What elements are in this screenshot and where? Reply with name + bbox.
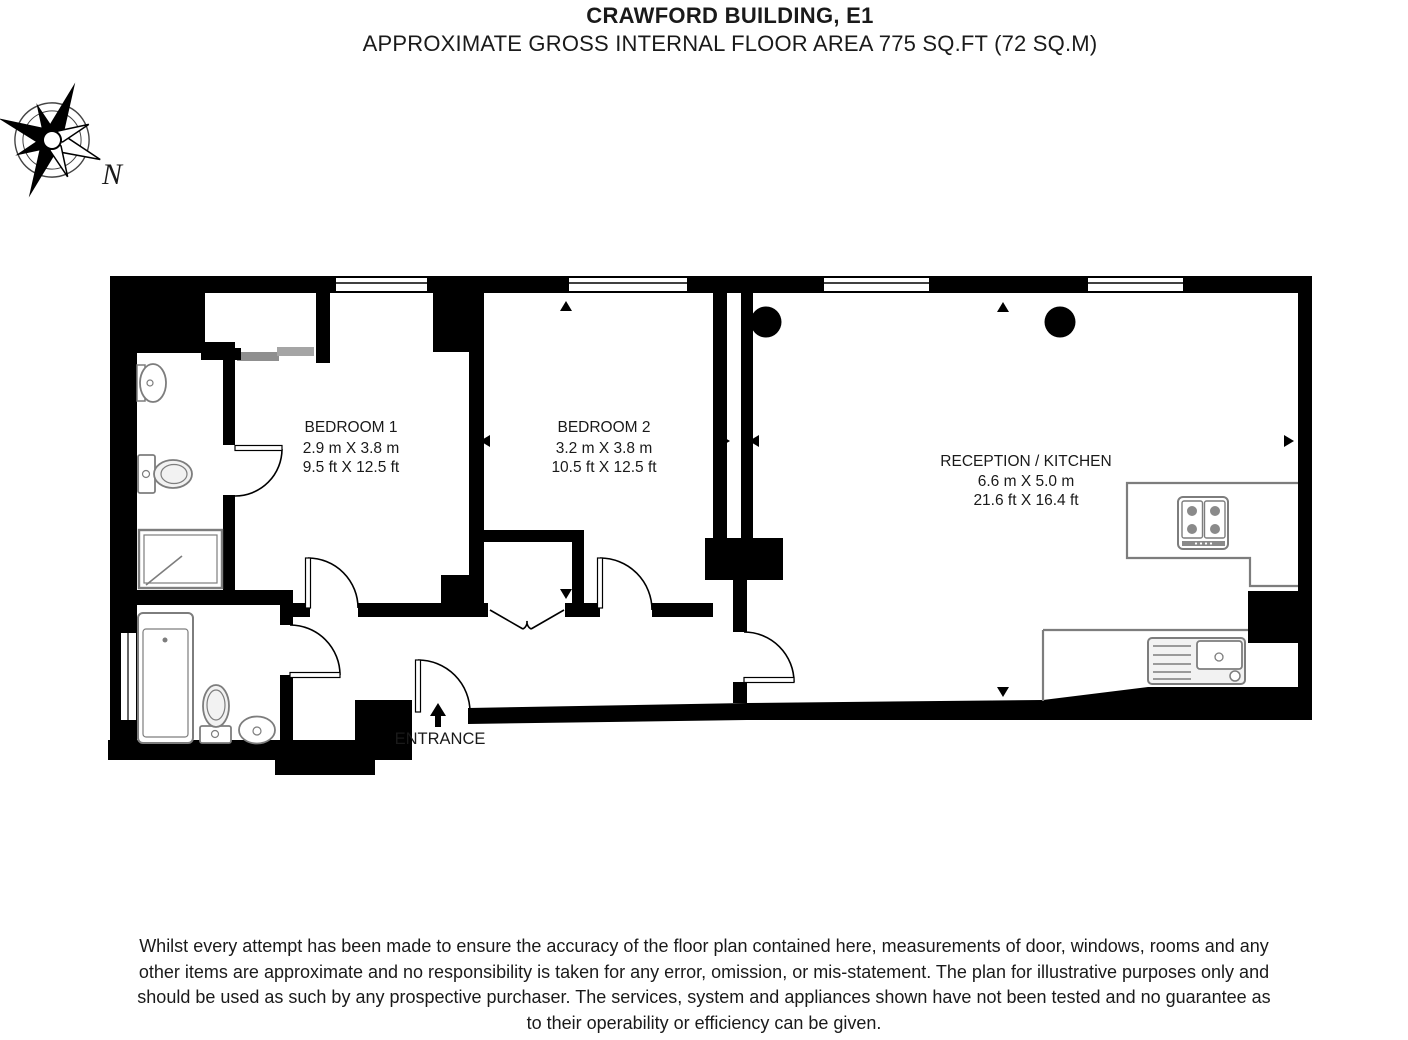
column-marker [751, 307, 782, 338]
room-size-imperial: 9.5 ft X 12.5 ft [302, 459, 400, 476]
disclaimer-line: Whilst every attempt has been made to ensure the accuracy of the floor plan contained here, measurements of door, windows, rooms and any [139, 936, 1269, 956]
disclaimer-text [8, 934, 1400, 1036]
column-marker [1045, 307, 1076, 338]
hob-icon [1178, 497, 1228, 549]
room-name: BEDROOM 1 [304, 419, 398, 436]
ensuite-sink-icon [137, 364, 166, 402]
disclaimer-line: should be used as such by any prospective purchaser. The services, system and appliances shown have not been tested and no guarantee as [137, 987, 1271, 1007]
entrance-arrow-icon [430, 703, 446, 727]
room-label-bedroom-2 [551, 419, 657, 476]
compass-rose-icon [0, 61, 128, 219]
room-size-metric: 3.2 m X 3.8 m [555, 440, 653, 457]
room-size-imperial: 21.6 ft X 16.4 ft [973, 492, 1079, 509]
disclaimer-line: to their operability or efficiency can be given. [526, 1012, 882, 1033]
bathroom-toilet-icon [200, 685, 231, 743]
room-label-bedroom-1 [303, 419, 400, 476]
bathroom-sink-icon [239, 717, 275, 744]
room-label-reception-kitchen [940, 453, 1111, 509]
page-title: CRAWFORD BUILDING, E1 [586, 3, 874, 28]
entrance-label: ENTRANCE [394, 730, 486, 748]
window-sill [237, 347, 314, 361]
room-size-imperial: 10.5 ft X 12.5 ft [551, 459, 657, 476]
room-name: BEDROOM 2 [557, 419, 651, 436]
compass-north-label: N [101, 158, 123, 191]
disclaimer-line: other items are approximate and no responsibility is taken for any error, omission, or mis-statement. The plan for illustrative purposes only and [138, 961, 1270, 982]
kitchen-sink-icon [1148, 638, 1245, 684]
room-size-metric: 6.6 m X 5.0 m [977, 473, 1075, 490]
bathtub-icon [138, 613, 193, 743]
ensuite-toilet-icon [138, 455, 192, 493]
room-size-metric: 2.9 m X 3.8 m [302, 440, 400, 457]
room-name: RECEPTION / KITCHEN [940, 453, 1112, 470]
page-subtitle: APPROXIMATE GROSS INTERNAL FLOOR AREA 775 SQ.FT (72 SQ.M) [362, 31, 1098, 56]
shower-icon [139, 530, 222, 588]
